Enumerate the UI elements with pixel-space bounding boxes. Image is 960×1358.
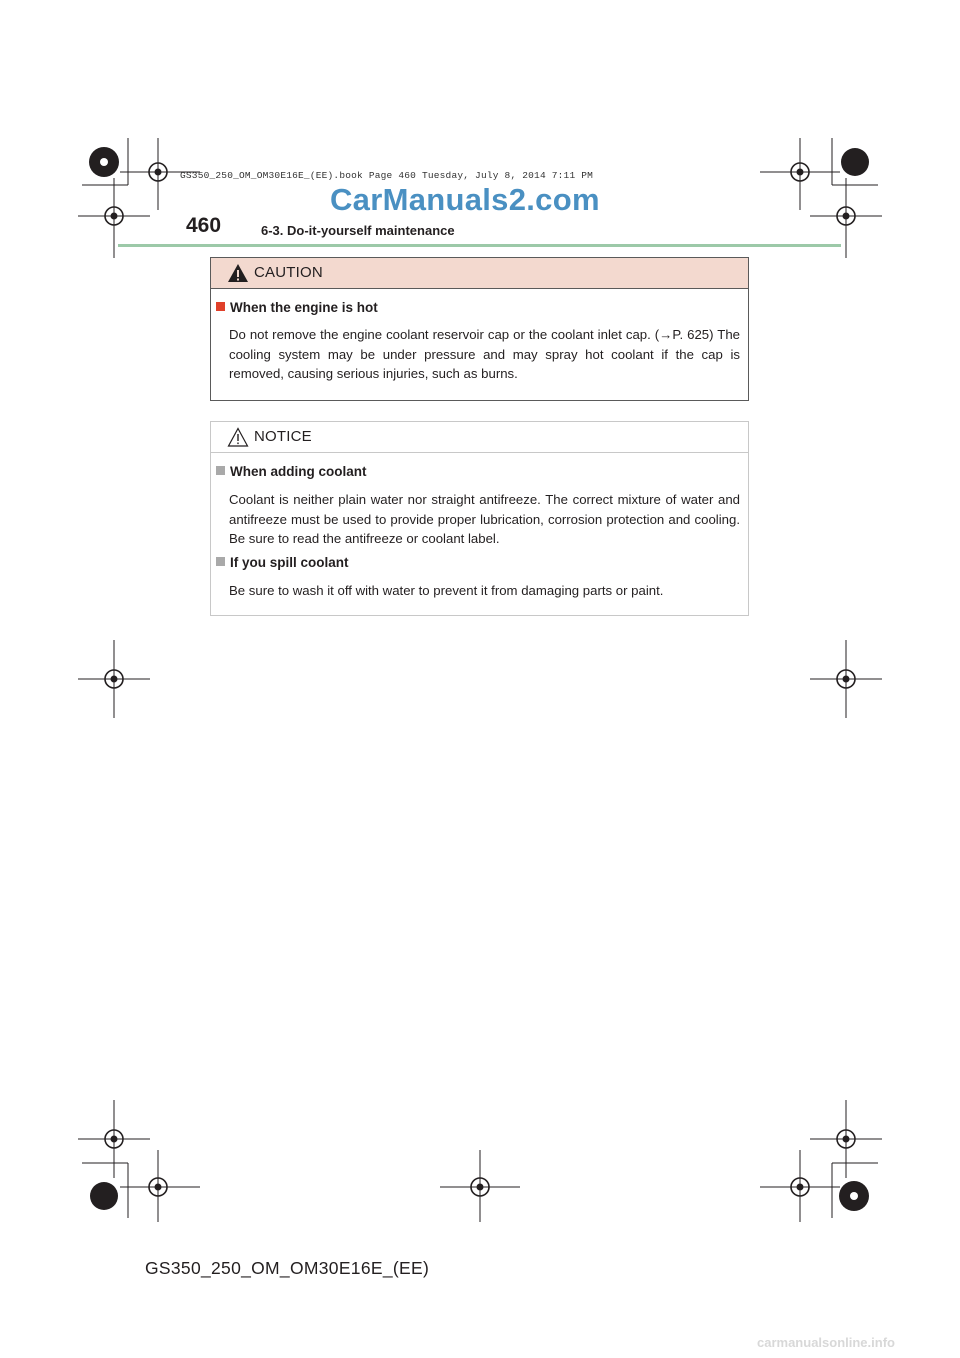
- footer-document-code: GS350_250_OM_OM30E16E_(EE): [145, 1258, 430, 1278]
- caution-box: [210, 257, 749, 401]
- caution-label: CAUTION: [254, 264, 323, 281]
- notice-label: NOTICE: [254, 428, 312, 445]
- caution-subheading: When the engine is hot: [216, 300, 378, 315]
- notice-header: [211, 422, 748, 453]
- notice-subheading-1: When adding coolant: [216, 464, 367, 479]
- book-file-header: GS350_250_OM_OM30E16E_(EE).book Page 460 Tuesday, July 8, 2014 7:11 PM: [180, 170, 594, 181]
- notice-triangle-icon: [227, 427, 249, 447]
- warning-triangle-icon: [227, 263, 249, 283]
- notice-body-text-1: Coolant is neither plain water nor straight antifreeze. The correct mixture of water and antifreeze must be used to provide proper lubrication, corrosion protection and cooling. Be sure to read the antifreeze or coolant label.: [229, 492, 740, 546]
- gray-square-icon: [216, 466, 225, 475]
- notice-subheading-2: If you spill coolant: [216, 555, 349, 570]
- section-title: 6-3. Do-it-yourself maintenance: [261, 223, 455, 238]
- page-number: 460: [186, 214, 222, 237]
- header-rule: [118, 244, 841, 247]
- caution-body-text: Do not remove the engine coolant reservoir cap or the coolant inlet cap. (→P. 625) The cooling system may be under pressure and may spray hot coolant if the cap is removed, causing serious injuries, such as burns.: [229, 327, 740, 381]
- red-square-icon: [216, 302, 225, 311]
- watermark-top: CarManuals2.com: [330, 182, 600, 217]
- notice-body-text-2: Be sure to wash it off with water to prevent it from damaging parts or paint.: [229, 583, 664, 598]
- gray-square-icon: [216, 557, 225, 566]
- caution-header: [211, 258, 748, 289]
- watermark-bottom: carmanualsonline.info: [757, 1335, 895, 1350]
- notice-box: [210, 421, 749, 616]
